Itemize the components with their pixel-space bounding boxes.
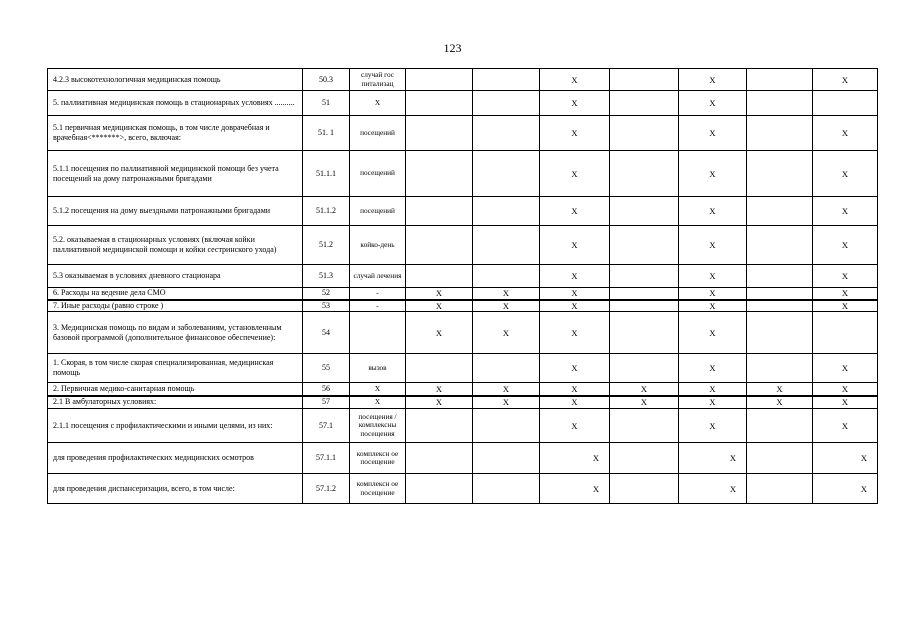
row-mark-cell — [406, 474, 473, 504]
row-name-cell: 7. Иные расходы (равно строке ) — [48, 300, 303, 312]
row-mark-cell — [610, 265, 679, 288]
row-mark-cell: X — [679, 69, 747, 91]
row-mark-cell — [747, 409, 813, 443]
row-mark-cell: X — [813, 226, 878, 265]
row-mark-cell — [473, 91, 540, 116]
row-name-cell: 2.1 В амбулаторных условиях: — [48, 396, 303, 409]
row-mark-cell — [610, 443, 679, 474]
row-name-cell: 2. Первичная медико-санитарная помощь — [48, 383, 303, 396]
report-table — [47, 68, 878, 504]
row-unit-cell: комплексн ое посещение — [350, 474, 406, 504]
row-mark-cell — [473, 116, 540, 151]
row-mark-cell: X — [406, 312, 473, 354]
row-mark-cell: X — [610, 396, 679, 409]
row-mark-cell: X — [540, 265, 610, 288]
row-mark-cell: X — [813, 474, 878, 504]
row-mark-cell: X — [406, 396, 473, 409]
row-mark-cell — [747, 197, 813, 226]
row-code-cell: 51. 1 — [303, 116, 350, 151]
row-code-cell: 51.3 — [303, 265, 350, 288]
row-mark-cell — [473, 409, 540, 443]
row-unit-cell: посещения / комплексны посещения — [350, 409, 406, 443]
row-name-cell: 3. Медицинская помощь по видам и заболеваниям, установленным базовой программой (дополнительное финансовое обеспечение): — [48, 312, 303, 354]
row-name-cell: 5.1.2 посещения на дому выездными патронажными бригадами — [48, 197, 303, 226]
row-unit-cell: посещений — [350, 116, 406, 151]
table-row — [48, 396, 878, 409]
row-mark-cell: X — [406, 288, 473, 300]
row-mark-cell: X — [540, 69, 610, 91]
row-mark-cell — [747, 354, 813, 383]
row-mark-cell — [747, 300, 813, 312]
row-mark-cell: X — [540, 197, 610, 226]
row-mark-cell: X — [473, 396, 540, 409]
row-mark-cell — [610, 300, 679, 312]
report-table-container — [47, 68, 877, 504]
row-mark-cell: X — [679, 443, 747, 474]
row-unit-cell: вызов — [350, 354, 406, 383]
row-mark-cell: X — [540, 383, 610, 396]
table-row — [48, 91, 878, 116]
row-mark-cell — [406, 354, 473, 383]
table-row — [48, 383, 878, 396]
row-mark-cell: X — [540, 116, 610, 151]
row-mark-cell — [747, 288, 813, 300]
row-mark-cell: X — [540, 396, 610, 409]
row-unit-cell: посещений — [350, 151, 406, 197]
row-mark-cell: X — [679, 265, 747, 288]
row-mark-cell — [406, 443, 473, 474]
row-mark-cell: X — [679, 91, 747, 116]
row-mark-cell — [610, 312, 679, 354]
row-name-cell: 4.2.3 высокотехнологичная медицинская помощь — [48, 69, 303, 91]
row-code-cell: 57 — [303, 396, 350, 409]
row-mark-cell: X — [679, 474, 747, 504]
row-name-cell: 2.1.1 посещения с профилактическими и иными целями, из них: — [48, 409, 303, 443]
row-name-cell: 5.1.1 посещения по паллиативной медицинской помощи без учета посещений на дому патронажными бригадами — [48, 151, 303, 197]
table-row — [48, 226, 878, 265]
row-mark-cell — [747, 151, 813, 197]
row-mark-cell: X — [540, 443, 610, 474]
row-mark-cell: X — [473, 383, 540, 396]
row-mark-cell — [610, 197, 679, 226]
row-mark-cell: X — [747, 383, 813, 396]
row-unit-cell: X — [350, 91, 406, 116]
row-unit-cell: комплексн ое посещение — [350, 443, 406, 474]
row-code-cell: 57.1 — [303, 409, 350, 443]
row-mark-cell — [610, 69, 679, 91]
row-mark-cell — [813, 91, 878, 116]
row-name-cell: 5.3 оказываемая в условиях дневного стационара — [48, 265, 303, 288]
row-mark-cell — [406, 69, 473, 91]
row-code-cell: 51.1.2 — [303, 197, 350, 226]
row-mark-cell: X — [679, 116, 747, 151]
row-name-cell: 6. Расходы на ведение дела СМО — [48, 288, 303, 300]
row-unit-cell: посещений — [350, 197, 406, 226]
row-mark-cell: X — [406, 300, 473, 312]
row-mark-cell — [747, 443, 813, 474]
row-unit-cell: случай гос питализац — [350, 69, 406, 91]
row-mark-cell: X — [540, 226, 610, 265]
row-unit-cell: - — [350, 300, 406, 312]
row-mark-cell — [406, 226, 473, 265]
table-row — [48, 474, 878, 504]
row-mark-cell — [747, 474, 813, 504]
row-code-cell: 56 — [303, 383, 350, 396]
row-mark-cell: X — [679, 396, 747, 409]
row-mark-cell: X — [473, 288, 540, 300]
row-mark-cell — [406, 116, 473, 151]
row-name-cell: для проведения профилактических медицинских осмотров — [48, 443, 303, 474]
row-name-cell: 5.2. оказываемая в стационарных условиях (включая койки паллиативной медицинской помощи и койки сестринского ухода) — [48, 226, 303, 265]
row-mark-cell: X — [540, 288, 610, 300]
table-row — [48, 151, 878, 197]
page-number: 123 — [443, 41, 462, 55]
row-mark-cell — [473, 69, 540, 91]
row-mark-cell: X — [540, 312, 610, 354]
row-mark-cell — [813, 312, 878, 354]
row-mark-cell: X — [679, 383, 747, 396]
row-mark-cell: X — [679, 312, 747, 354]
row-unit-cell: случай лечения — [350, 265, 406, 288]
row-mark-cell — [747, 69, 813, 91]
row-code-cell: 51.1.1 — [303, 151, 350, 197]
row-mark-cell — [473, 354, 540, 383]
row-mark-cell: X — [679, 288, 747, 300]
row-mark-cell: X — [679, 226, 747, 265]
table-row — [48, 409, 878, 443]
table-row — [48, 354, 878, 383]
row-mark-cell — [610, 409, 679, 443]
row-mark-cell: X — [610, 383, 679, 396]
row-mark-cell: X — [679, 197, 747, 226]
row-mark-cell — [406, 265, 473, 288]
row-mark-cell: X — [473, 312, 540, 354]
row-code-cell: 57.1.1 — [303, 443, 350, 474]
row-mark-cell: X — [679, 409, 747, 443]
row-unit-cell: - — [350, 288, 406, 300]
row-name-cell: 1. Скорая, в том числе скорая специализированная, медицинская помощь — [48, 354, 303, 383]
table-row — [48, 69, 878, 91]
row-mark-cell: X — [540, 91, 610, 116]
table-row — [48, 443, 878, 474]
row-code-cell: 51 — [303, 91, 350, 116]
row-code-cell: 53 — [303, 300, 350, 312]
row-mark-cell: X — [540, 151, 610, 197]
row-mark-cell: X — [813, 197, 878, 226]
row-mark-cell — [747, 116, 813, 151]
row-mark-cell — [747, 312, 813, 354]
row-code-cell: 54 — [303, 312, 350, 354]
row-code-cell: 51.2 — [303, 226, 350, 265]
row-mark-cell — [406, 151, 473, 197]
table-row — [48, 312, 878, 354]
table-row — [48, 288, 878, 300]
row-mark-cell — [473, 443, 540, 474]
row-mark-cell — [610, 226, 679, 265]
row-mark-cell: X — [540, 409, 610, 443]
row-unit-cell — [350, 312, 406, 354]
row-mark-cell: X — [813, 383, 878, 396]
row-name-cell: 5. паллиативная медицинская помощь в стационарных условиях .......... — [48, 91, 303, 116]
row-code-cell: 52 — [303, 288, 350, 300]
row-mark-cell: X — [813, 300, 878, 312]
row-mark-cell — [610, 354, 679, 383]
row-mark-cell — [473, 474, 540, 504]
row-mark-cell: X — [540, 300, 610, 312]
row-name-cell: 5.1 первичная медицинская помощь, в том числе доврачебная и врачебная<*******>, всего, включая: — [48, 116, 303, 151]
row-unit-cell: X — [350, 383, 406, 396]
row-mark-cell: X — [406, 383, 473, 396]
row-mark-cell — [473, 265, 540, 288]
table-row — [48, 300, 878, 312]
row-mark-cell: X — [813, 265, 878, 288]
row-mark-cell — [610, 91, 679, 116]
row-mark-cell — [406, 409, 473, 443]
row-mark-cell — [610, 474, 679, 504]
row-unit-cell: X — [350, 396, 406, 409]
row-code-cell: 50.3 — [303, 69, 350, 91]
row-mark-cell — [610, 116, 679, 151]
row-mark-cell — [747, 265, 813, 288]
row-mark-cell — [747, 226, 813, 265]
row-mark-cell — [747, 91, 813, 116]
row-mark-cell: X — [679, 300, 747, 312]
row-name-cell: для проведения диспансеризации, всего, в том числе: — [48, 474, 303, 504]
row-mark-cell: X — [813, 409, 878, 443]
row-mark-cell — [610, 151, 679, 197]
row-mark-cell — [406, 91, 473, 116]
row-mark-cell — [473, 226, 540, 265]
row-mark-cell: X — [473, 300, 540, 312]
table-row — [48, 197, 878, 226]
row-mark-cell: X — [813, 443, 878, 474]
row-mark-cell: X — [540, 474, 610, 504]
table-row — [48, 265, 878, 288]
row-code-cell: 55 — [303, 354, 350, 383]
row-mark-cell: X — [747, 396, 813, 409]
table-body — [48, 69, 878, 504]
row-mark-cell — [406, 197, 473, 226]
row-mark-cell — [473, 197, 540, 226]
row-mark-cell: X — [813, 354, 878, 383]
row-mark-cell — [610, 288, 679, 300]
row-mark-cell: X — [813, 151, 878, 197]
row-mark-cell: X — [679, 151, 747, 197]
row-mark-cell: X — [679, 354, 747, 383]
row-mark-cell — [473, 151, 540, 197]
row-mark-cell: X — [813, 69, 878, 91]
row-mark-cell: X — [813, 116, 878, 151]
row-code-cell: 57.1.2 — [303, 474, 350, 504]
row-mark-cell: X — [813, 288, 878, 300]
row-unit-cell: койко-день — [350, 226, 406, 265]
table-row — [48, 116, 878, 151]
row-mark-cell: X — [540, 354, 610, 383]
row-mark-cell: X — [813, 396, 878, 409]
